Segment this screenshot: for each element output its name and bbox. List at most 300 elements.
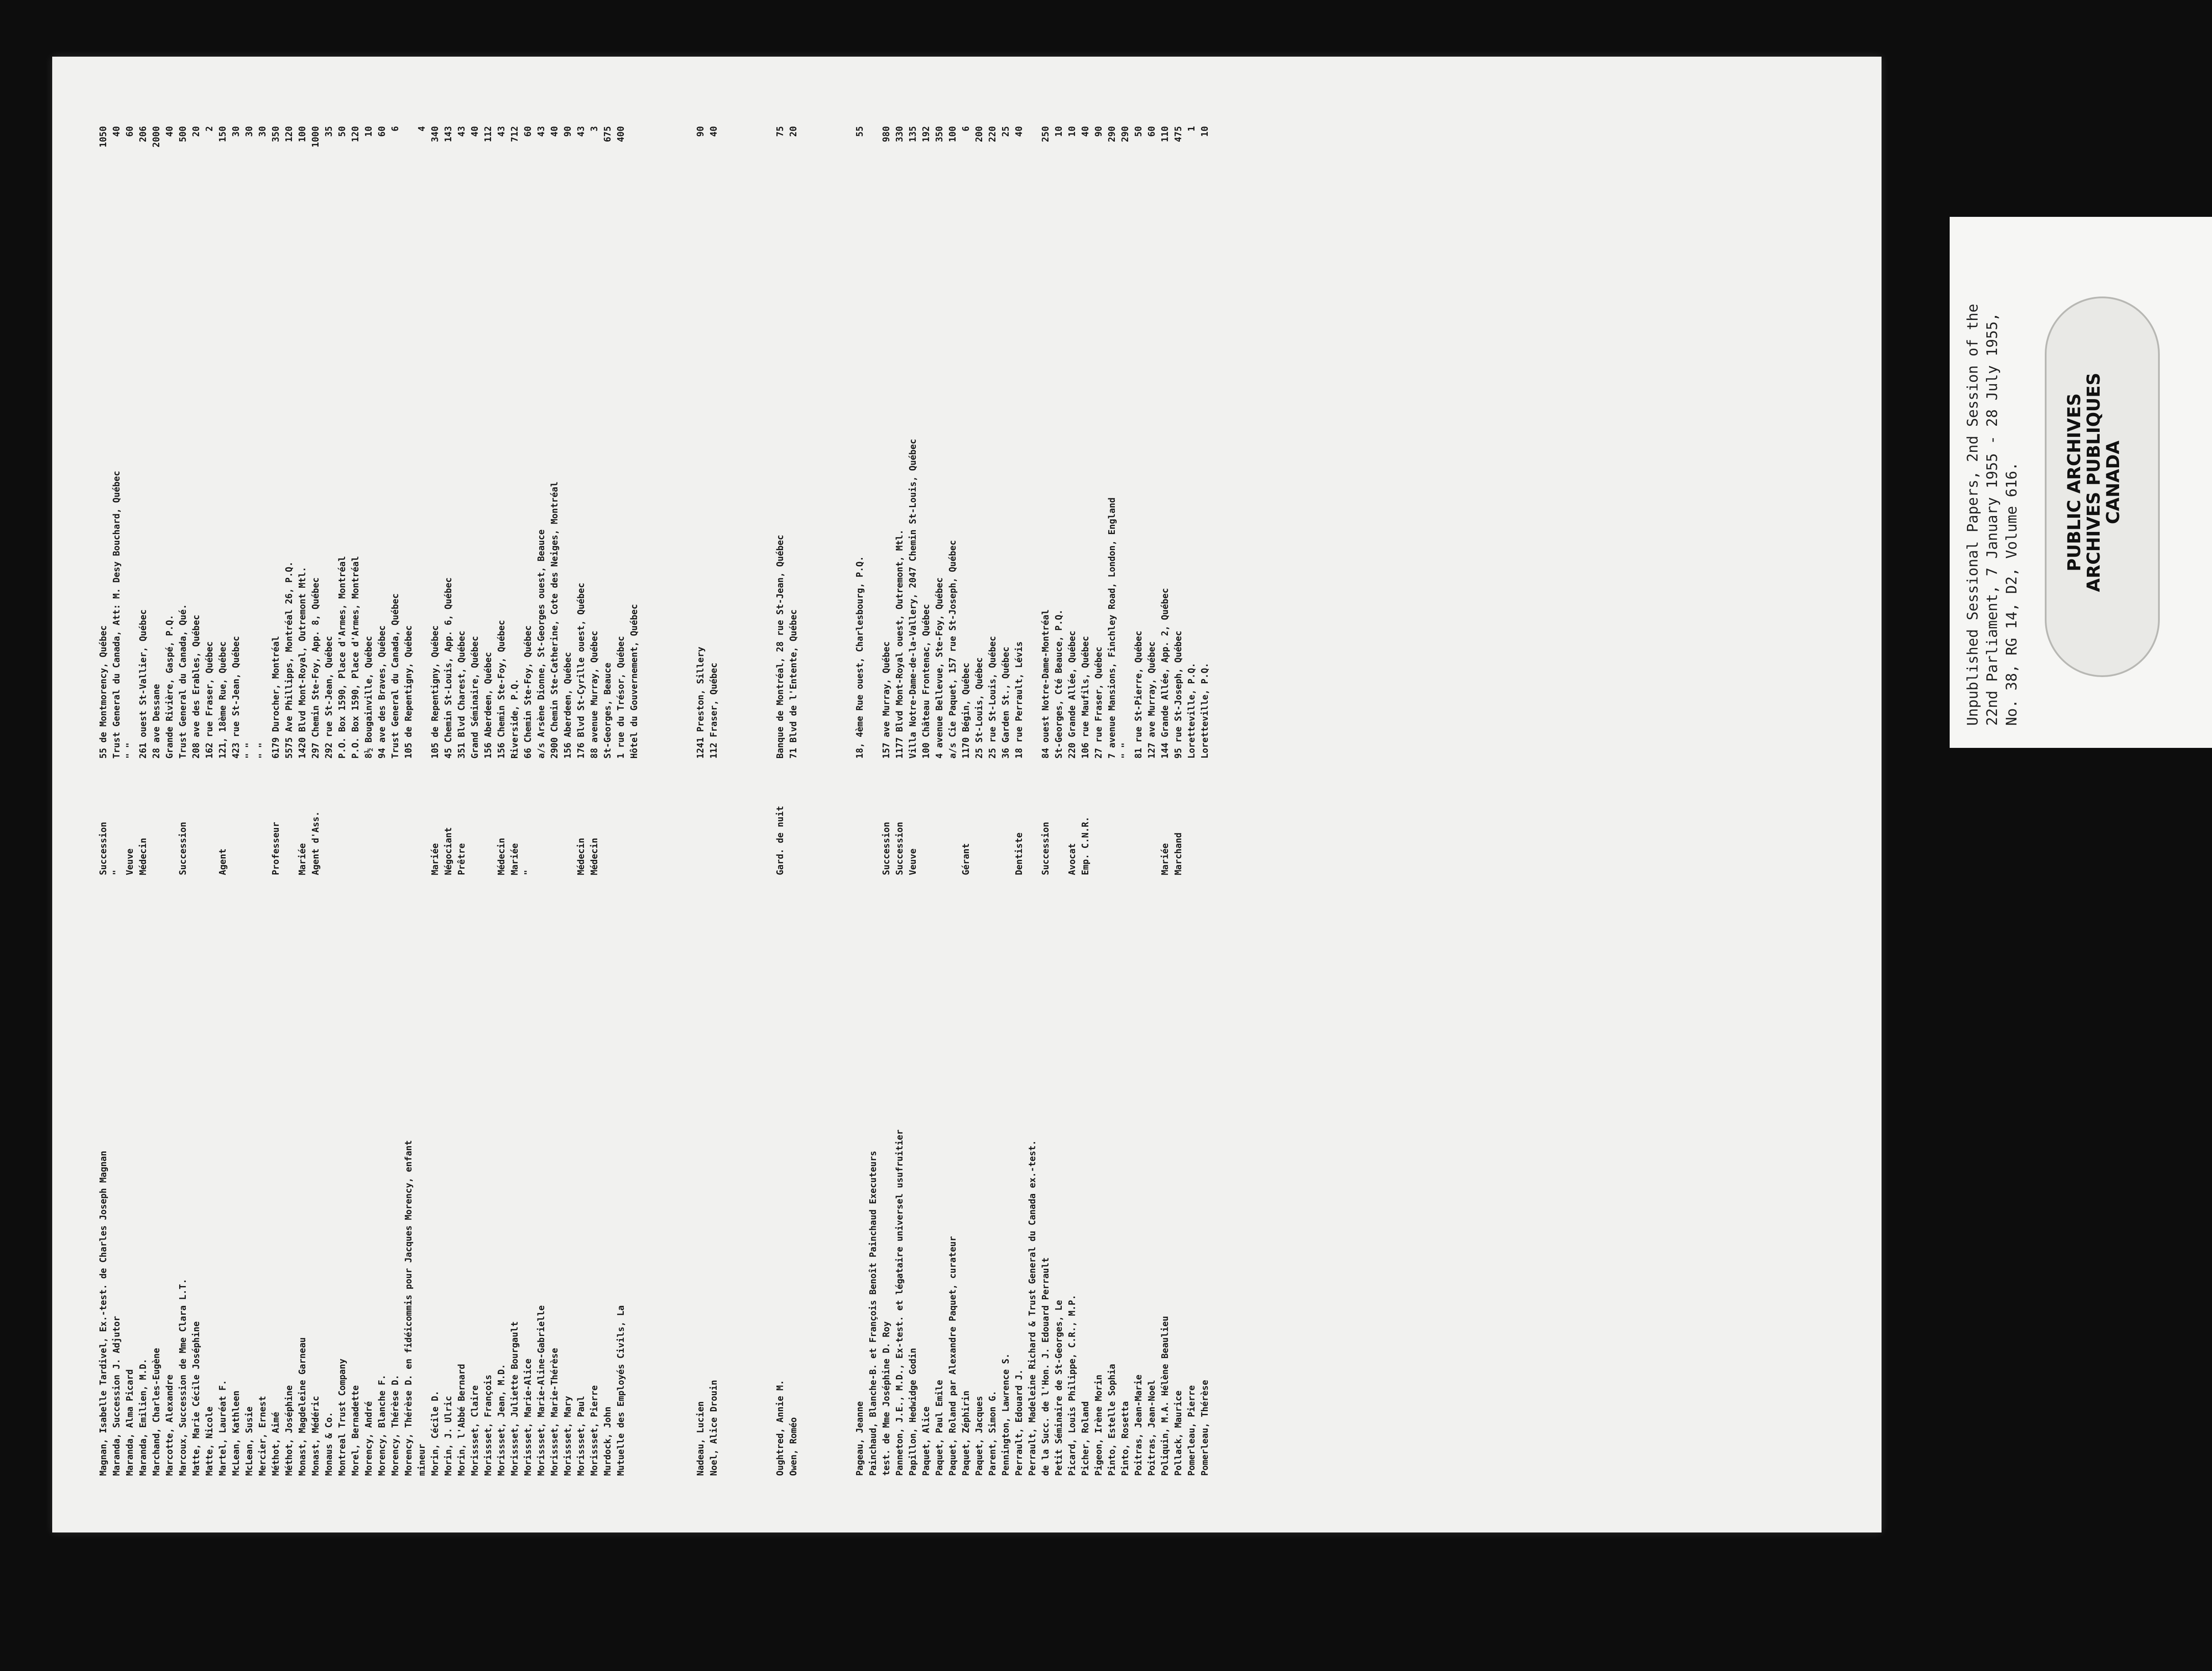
ledger-row bbox=[654, 126, 667, 1480]
holder-name: Owen, Roméo bbox=[788, 1417, 799, 1476]
holder-name: Morin, J. Ulric bbox=[443, 1396, 453, 1476]
holder-occupation bbox=[1052, 758, 1065, 875]
holder-name: Picard, Louis Philippe, C.R., M.P. bbox=[1067, 1294, 1077, 1476]
holder-amount: 4 bbox=[416, 126, 427, 132]
ledger-row bbox=[455, 126, 468, 1480]
ledger-row bbox=[1145, 126, 1158, 1480]
holder-address bbox=[760, 190, 773, 758]
holder-occupation bbox=[787, 758, 800, 875]
holder-address: 95 rue St-Joseph, Québec bbox=[1173, 631, 1183, 759]
holder-name bbox=[667, 875, 680, 1480]
holder-amount: 3 bbox=[589, 126, 599, 132]
holder-address: 88 avenue Murray, Québec bbox=[589, 631, 599, 759]
holder-amount: 40 bbox=[1014, 126, 1024, 137]
holder-amount: 340 bbox=[430, 126, 440, 142]
holder-amount: 30 bbox=[244, 126, 254, 137]
holder-address: 55 de Montmorency, Québec bbox=[98, 625, 108, 759]
stamp-line-3: CANADA bbox=[2103, 440, 2124, 524]
ledger-row bbox=[189, 126, 203, 1480]
holder-name: Morency, André bbox=[363, 1401, 374, 1476]
holder-occupation bbox=[481, 758, 495, 875]
holder-name: Marcoux, Succession de Mme Clara L.T. bbox=[177, 1278, 188, 1476]
ledger-row bbox=[773, 126, 787, 1480]
holder-amount bbox=[813, 126, 826, 190]
holder-address: 66 Chemin Ste-Foy, Québec bbox=[522, 625, 533, 759]
holder-amount: 40 bbox=[708, 126, 719, 137]
ledger-row bbox=[641, 126, 654, 1480]
holder-address: 25 rue St-Louis, Québec bbox=[987, 636, 998, 759]
ledger-row bbox=[853, 126, 866, 1480]
ledger-row bbox=[667, 126, 680, 1480]
holder-occupation: Succession bbox=[98, 822, 108, 875]
holder-address: 27 rue Fraser, Québec bbox=[1093, 647, 1104, 759]
ledger-row bbox=[242, 126, 256, 1480]
holder-occupation bbox=[468, 758, 481, 875]
ledger-row bbox=[614, 126, 627, 1480]
holder-name: Matte, Marie Cécile Joséphine bbox=[191, 1321, 201, 1476]
holder-amount: 30 bbox=[230, 126, 241, 137]
holder-occupation: Professeur bbox=[270, 822, 281, 875]
holder-occupation bbox=[813, 758, 826, 875]
ledger-row bbox=[335, 126, 349, 1480]
holder-occupation bbox=[707, 758, 720, 875]
holder-occupation: Médecin bbox=[576, 838, 586, 875]
holder-occupation bbox=[415, 758, 428, 875]
holder-amount: 712 bbox=[509, 126, 520, 142]
holder-name: Petit Séminaire de St-Georges, Le bbox=[1053, 1300, 1064, 1476]
holder-address bbox=[800, 190, 813, 758]
holder-amount bbox=[627, 126, 641, 190]
holder-address: 156 Chemin Ste-Foy, Québec bbox=[496, 620, 507, 759]
holder-amount: 675 bbox=[602, 126, 613, 142]
holder-name: Montreal Trust Company bbox=[337, 1359, 347, 1476]
holder-name: Paquet, Zéphirin bbox=[960, 1390, 971, 1476]
holder-amount: 100 bbox=[297, 126, 307, 142]
holder-occupation: Succession bbox=[1040, 822, 1051, 875]
holder-occupation bbox=[322, 758, 335, 875]
holder-address bbox=[1025, 190, 1039, 758]
holder-amount: 10 bbox=[1053, 126, 1064, 137]
holder-address bbox=[641, 190, 654, 758]
ledger-row bbox=[375, 126, 388, 1480]
holder-occupation: Mariée bbox=[297, 843, 307, 875]
holder-name: Perrault, Edouard J. bbox=[1014, 1369, 1024, 1476]
ledger-row bbox=[1185, 126, 1198, 1480]
holder-amount: 35 bbox=[323, 126, 334, 137]
holder-address: 94 ave des Braves, Québec bbox=[376, 625, 387, 759]
holder-name: Pomerleau, Thérèse bbox=[1199, 1380, 1210, 1476]
ledger-row bbox=[402, 126, 415, 1480]
ledger-row bbox=[110, 126, 123, 1480]
holder-name: McLean, Kathleen bbox=[230, 1390, 241, 1476]
holder-name: Monast, Magdeleine Garneau bbox=[297, 1337, 307, 1476]
holder-name: Marcotte, Alexandre bbox=[164, 1375, 175, 1476]
ledger-row bbox=[508, 126, 521, 1480]
ledger-row bbox=[627, 126, 641, 1480]
holder-name: de la Succ. de l'Hon. J. Edouard Perrault bbox=[1040, 1257, 1051, 1476]
holder-occupation: " bbox=[111, 870, 122, 875]
holder-address: a/s Arsène Dionne, St-Georges ouest, Beauce bbox=[536, 529, 546, 759]
holder-occupation: Médecin bbox=[496, 838, 507, 875]
holder-name bbox=[720, 875, 733, 1480]
ledger-row bbox=[813, 126, 826, 1480]
ledger-row bbox=[521, 126, 534, 1480]
holder-name: Nadeau, Lucien bbox=[695, 1401, 706, 1476]
holder-amount: 10 bbox=[1199, 126, 1210, 137]
ledger-row bbox=[309, 126, 322, 1480]
ledger-row bbox=[495, 126, 508, 1480]
holder-occupation: Prêtre bbox=[456, 843, 467, 875]
holder-address: Grande Rivière, Gaspé, P.Q. bbox=[164, 615, 175, 759]
holder-occupation bbox=[1145, 758, 1158, 875]
holder-amount bbox=[680, 126, 694, 190]
holder-amount: 110 bbox=[1160, 126, 1170, 142]
ledger-row bbox=[720, 126, 733, 1480]
holder-name: Pollack, Maurice bbox=[1173, 1390, 1183, 1476]
ledger-row bbox=[787, 126, 800, 1480]
holder-name: Méthot, Aimé bbox=[270, 1412, 281, 1476]
holder-address: 261 ouest St-Vallier, Québec bbox=[138, 609, 148, 759]
holder-occupation: Marchand bbox=[1173, 832, 1183, 875]
ledger-row bbox=[442, 126, 455, 1480]
holder-name: Picher, Roland bbox=[1080, 1401, 1091, 1476]
holder-amount bbox=[402, 126, 415, 190]
archive-citation bbox=[1963, 239, 2021, 726]
holder-amount: 40 bbox=[469, 126, 480, 137]
holder-address: 25 St-Louis, Québec bbox=[974, 657, 984, 759]
holder-amount: 120 bbox=[284, 126, 294, 142]
holder-occupation bbox=[627, 758, 641, 875]
holder-amount: 290 bbox=[1106, 126, 1117, 142]
ledger-row bbox=[322, 126, 335, 1480]
holder-name: Panneton, J.E., M.D., Ex-test. et légataire universel usufruitier bbox=[894, 1129, 905, 1476]
holder-name: Perrault, Madeleine Richard & Trust General du Canada ex.-test. bbox=[1027, 1140, 1037, 1476]
ledger-row bbox=[919, 126, 933, 1480]
holder-amount: 43 bbox=[456, 126, 467, 137]
holder-address: 105 de Repentigny, Québec bbox=[403, 625, 414, 759]
holder-occupation bbox=[534, 758, 548, 875]
holder-address: 8½ Bougainville, Québec bbox=[363, 636, 374, 759]
holder-name: Morissset, François bbox=[483, 1375, 493, 1476]
citation-line-3: No. 38, RG 14, D2, Volume 616. bbox=[2003, 462, 2020, 726]
holder-occupation bbox=[150, 758, 163, 875]
holder-amount: 475 bbox=[1173, 126, 1183, 142]
holder-amount bbox=[641, 126, 654, 190]
ledger-row bbox=[428, 126, 442, 1480]
holder-address: 297 Chemin Ste-Foy, App. 8, Québec bbox=[310, 577, 321, 759]
holder-amount bbox=[720, 126, 733, 190]
holder-occupation bbox=[1092, 758, 1105, 875]
holder-amount: 143 bbox=[443, 126, 453, 142]
holder-address: 36 Garden St., Québec bbox=[1000, 647, 1011, 759]
holder-name bbox=[760, 875, 773, 1480]
ledger-row bbox=[468, 126, 481, 1480]
holder-amount: 6 bbox=[390, 126, 400, 132]
holder-amount: 150 bbox=[217, 126, 228, 142]
holder-address: Banque de Montréal, 28 rue St-Jean, Québec bbox=[775, 535, 785, 759]
holder-name bbox=[747, 875, 760, 1480]
ledger-row bbox=[1105, 126, 1118, 1480]
ledger-row bbox=[574, 126, 588, 1480]
holder-address: 7 avenue Mansions, Finchley Road, London, England bbox=[1106, 497, 1117, 759]
holder-name: Maranda, Alma Picard bbox=[124, 1369, 135, 1476]
holder-address: Loretteville, P.Q. bbox=[1186, 662, 1197, 759]
holder-amount: 60 bbox=[376, 126, 387, 137]
holder-address: 18 rue Perrault, Lévis bbox=[1014, 641, 1024, 759]
holder-amount: 20 bbox=[191, 126, 201, 137]
holder-occupation bbox=[242, 758, 256, 875]
holder-occupation bbox=[614, 758, 627, 875]
ledger-row bbox=[163, 126, 176, 1480]
holder-name: Morel, Bernadette bbox=[350, 1385, 361, 1476]
ledger-row bbox=[1025, 126, 1039, 1480]
citation-line-2: 22nd Parliament, 7 January 1955 - 28 July 1955, bbox=[1983, 312, 2001, 726]
ledger-row bbox=[415, 126, 428, 1480]
holder-name: Morissset, Marie-Thérèse bbox=[549, 1348, 560, 1476]
holder-address: Trust General du Canada, Québec bbox=[390, 593, 400, 759]
holder-address: 106 rue Maufils, Québec bbox=[1080, 636, 1091, 759]
holder-address bbox=[733, 190, 747, 758]
holder-name: Morissset, Pierre bbox=[589, 1385, 599, 1476]
holder-address: 208 ave des Erables, Québec bbox=[191, 615, 201, 759]
holder-occupation bbox=[853, 758, 866, 875]
holder-amount bbox=[747, 126, 760, 190]
holder-occupation: Agent bbox=[217, 848, 228, 875]
holder-amount: 20 bbox=[788, 126, 799, 137]
holder-name: Murdock, John bbox=[602, 1406, 613, 1476]
ledger-row bbox=[96, 126, 110, 1480]
holder-address: " " bbox=[257, 743, 268, 759]
holder-occupation bbox=[654, 758, 667, 875]
archives-stamp-text bbox=[2065, 327, 2123, 637]
holder-occupation: " bbox=[522, 870, 533, 875]
holder-name: Morency, Thérèse D. en fidéicommis pour Jacques Morency, enfant bbox=[403, 1140, 414, 1476]
holder-name: Matte, Nicole bbox=[204, 1406, 215, 1476]
holder-amount: 43 bbox=[576, 126, 586, 137]
ledger-row bbox=[893, 126, 906, 1480]
holder-address: 144 Grande Allée, App. 2, Québec bbox=[1160, 588, 1170, 759]
holder-amount: 500 bbox=[177, 126, 188, 142]
holder-amount: 90 bbox=[562, 126, 573, 137]
holder-name: Morissset, Jean, M.D. bbox=[496, 1364, 507, 1476]
holder-occupation: Mariée bbox=[509, 843, 520, 875]
holder-address: 121, 18ème Rue, Québec bbox=[217, 641, 228, 759]
holder-occupation bbox=[720, 758, 733, 875]
holder-address: 1177 Blvd Mont-Royal ouest, Outremont, Mtl. bbox=[894, 529, 905, 759]
holder-occupation bbox=[694, 758, 707, 875]
holder-amount: 40 bbox=[549, 126, 560, 137]
ledger-row bbox=[136, 126, 150, 1480]
ledger-row bbox=[561, 126, 574, 1480]
holder-address: 28 ave Dessane bbox=[151, 684, 161, 759]
holder-address: 351 Blvd Charest, Québec bbox=[456, 631, 467, 759]
ledger-row bbox=[256, 126, 269, 1480]
holder-occupation bbox=[362, 758, 375, 875]
holder-amount: 6 bbox=[960, 126, 971, 132]
holder-occupation: Succession bbox=[881, 822, 891, 875]
holder-address: " " bbox=[244, 743, 254, 759]
holder-name: Pinto, Estelle Sophia bbox=[1106, 1364, 1117, 1476]
holder-occupation: Négociant bbox=[443, 827, 453, 875]
holder-occupation bbox=[972, 758, 986, 875]
ledger-row bbox=[879, 126, 893, 1480]
holder-amount bbox=[760, 126, 773, 190]
ledger-row bbox=[588, 126, 601, 1480]
archive-label-card bbox=[1950, 217, 2212, 748]
holder-occupation bbox=[733, 758, 747, 875]
holder-address: P.O. Box 1590, Place d'Armes, Montréal bbox=[350, 556, 361, 759]
holder-name: Poitras, Jean-Noel bbox=[1146, 1380, 1157, 1476]
holder-address: 157 ave Murray, Québec bbox=[881, 641, 891, 759]
holder-name: Paquet, Roland par Alexandre Paquet, curateur bbox=[947, 1236, 958, 1476]
holder-address: Trust General du Canada, Att: M. Desy Bouchard, Québec bbox=[111, 470, 122, 759]
ledger-row bbox=[972, 126, 986, 1480]
holder-address: 45 Chemin St-Louis, App. 6, Québec bbox=[443, 577, 453, 759]
ledger-row bbox=[1118, 126, 1132, 1480]
holder-name: Méthot, Joséphine bbox=[284, 1385, 294, 1476]
holder-amount bbox=[840, 126, 853, 190]
holder-amount bbox=[826, 126, 840, 190]
holder-name: Morin, l'Abbé Bernard bbox=[456, 1364, 467, 1476]
ledger-row bbox=[1198, 126, 1211, 1480]
holder-amount: 220 bbox=[987, 126, 998, 142]
holder-name bbox=[800, 875, 813, 1480]
holder-occupation bbox=[548, 758, 561, 875]
ledger-row bbox=[760, 126, 773, 1480]
holder-address: Trust General du Canada, Qué. bbox=[177, 604, 188, 759]
holder-address: 18, 4ème Rue ouest, Charlesbourg, P.Q. bbox=[854, 556, 865, 759]
stamp-line-2: ARCHIVES PUBLIQUES bbox=[2084, 373, 2104, 592]
holder-amount: 90 bbox=[1093, 126, 1104, 137]
holder-name: McLean, Susie bbox=[244, 1406, 254, 1476]
holder-occupation bbox=[561, 758, 574, 875]
holder-amount: 250 bbox=[1040, 126, 1051, 142]
holder-address bbox=[747, 190, 760, 758]
holder-address: Hôtel du Gouvernement, Québec bbox=[629, 604, 639, 759]
ledger-row bbox=[906, 126, 919, 1480]
holder-name bbox=[654, 875, 667, 1480]
holder-name: Morissset, Mary bbox=[562, 1396, 573, 1476]
holder-name bbox=[680, 875, 694, 1480]
holder-occupation bbox=[919, 758, 933, 875]
ledger-row bbox=[548, 126, 561, 1480]
holder-name: Maranda, Succession J. Adjutor bbox=[111, 1316, 122, 1476]
holder-occupation bbox=[402, 758, 415, 875]
ledger-row bbox=[800, 126, 813, 1480]
ledger-row bbox=[1012, 126, 1025, 1480]
holder-amount: 1 bbox=[1186, 126, 1197, 132]
holder-occupation bbox=[375, 758, 388, 875]
ledger-row bbox=[1079, 126, 1092, 1480]
holder-address: 84 ouest Notre-Dame-Montréal bbox=[1040, 609, 1051, 759]
holder-address: 2900 Chemin Ste-Catherine, Cote des Neiges, Montréal bbox=[549, 481, 560, 759]
holder-address bbox=[680, 190, 694, 758]
holder-amount: 60 bbox=[522, 126, 533, 137]
holder-amount: 100 bbox=[947, 126, 958, 142]
holder-address: Grand Séminaire, Québec bbox=[469, 636, 480, 759]
holder-occupation bbox=[203, 758, 216, 875]
holder-address: a/s Cie Paquet, 157 rue St-Joseph, Québec bbox=[947, 540, 958, 759]
holder-amount: 60 bbox=[1146, 126, 1157, 137]
ledger-row bbox=[176, 126, 189, 1480]
holder-occupation: Avocat bbox=[1067, 843, 1077, 875]
holder-occupation bbox=[641, 758, 654, 875]
holder-occupation: Succession bbox=[177, 822, 188, 875]
holder-occupation bbox=[189, 758, 203, 875]
holder-name: Mercier, Ernest bbox=[257, 1396, 268, 1476]
holder-name: Maranda, Emilien, M.D. bbox=[138, 1359, 148, 1476]
holder-name: Morissset, Marie-Alice bbox=[522, 1359, 533, 1476]
holder-occupation bbox=[1105, 758, 1118, 875]
holder-occupation: Succession bbox=[894, 822, 905, 875]
holder-name: Pigeon, Irène Morin bbox=[1093, 1375, 1104, 1476]
ledger-row bbox=[203, 126, 216, 1480]
holder-name bbox=[641, 875, 654, 1480]
ledger-row bbox=[866, 126, 879, 1480]
holder-occupation: Gérant bbox=[960, 843, 971, 875]
holder-name: mineur bbox=[416, 1444, 427, 1476]
holder-amount: 50 bbox=[1133, 126, 1144, 137]
holder-address: 4 avenue Bellevue, Ste-Foy, Québec bbox=[934, 577, 945, 759]
holder-occupation: Dentiste bbox=[1014, 832, 1024, 875]
holder-amount bbox=[1025, 126, 1039, 190]
holder-name: Mutuelle des Employés Civils, La bbox=[615, 1305, 626, 1476]
holder-occupation bbox=[1185, 758, 1198, 875]
document-page bbox=[52, 57, 1882, 1532]
holder-amount: 192 bbox=[921, 126, 931, 142]
holder-occupation bbox=[999, 758, 1012, 875]
holder-address bbox=[415, 190, 428, 758]
holder-address: P.O. Box 1590, Place d'Armes, Montréal bbox=[337, 556, 347, 759]
holder-occupation bbox=[388, 758, 402, 875]
holder-amount: 330 bbox=[894, 126, 905, 142]
ledger-row bbox=[229, 126, 242, 1480]
holder-occupation bbox=[335, 758, 349, 875]
holder-address: Loretteville, P.Q. bbox=[1199, 662, 1210, 759]
holder-occupation bbox=[349, 758, 362, 875]
holder-address: " " bbox=[1120, 743, 1130, 759]
holder-address: 112 Fraser, Québec bbox=[708, 662, 719, 759]
holder-address: 1170 Bégin, Québec bbox=[960, 662, 971, 759]
holder-address bbox=[654, 190, 667, 758]
ledger-row bbox=[999, 126, 1012, 1480]
holder-occupation: Mariée bbox=[430, 843, 440, 875]
holder-address: 220 Grande Allée, Québec bbox=[1067, 631, 1077, 759]
holder-amount bbox=[866, 126, 879, 190]
ledger-row bbox=[601, 126, 614, 1480]
holder-address: 1241 Preston, Sillery bbox=[695, 647, 706, 759]
holder-amount: 1000 bbox=[310, 126, 321, 148]
ledger-row bbox=[123, 126, 136, 1480]
holder-name: Papillon, Hedwidge Godin bbox=[907, 1348, 918, 1476]
holder-amount: 75 bbox=[775, 126, 785, 137]
holder-name: Paquet, Paul Emile bbox=[934, 1380, 945, 1476]
holder-amount: 206 bbox=[138, 126, 148, 142]
holder-name: Morissset, Marie-Aline-Gabrielle bbox=[536, 1305, 546, 1476]
holder-amount: 55 bbox=[854, 126, 865, 137]
holder-amount: 980 bbox=[881, 126, 891, 142]
holder-address bbox=[840, 190, 853, 758]
holder-name: Morency, Blanche F. bbox=[376, 1375, 387, 1476]
holder-occupation: Mariée bbox=[1160, 843, 1170, 875]
ledger-row bbox=[826, 126, 840, 1480]
holder-name: Pomerleau, Pierre bbox=[1186, 1385, 1197, 1476]
holder-address: 100 Château Frontenac, Québec bbox=[921, 604, 931, 759]
holder-amount: 290 bbox=[1120, 126, 1130, 142]
holder-occupation bbox=[747, 758, 760, 875]
holder-address: Riverside, P.Q. bbox=[509, 678, 520, 759]
holder-name: Poliquin, M.A. Hélène Beaulieu bbox=[1160, 1316, 1170, 1476]
